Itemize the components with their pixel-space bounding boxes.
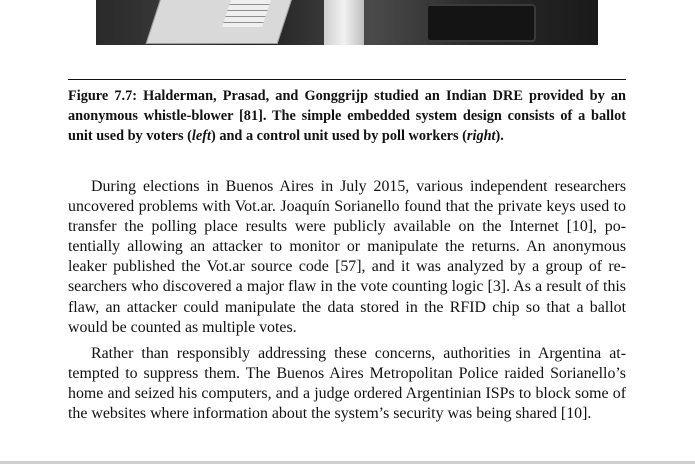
figure-photo bbox=[96, 0, 598, 45]
control-unit-image bbox=[426, 4, 536, 42]
body-text bbox=[68, 177, 626, 430]
caption-text-1: Halderman, Prasad, and Gonggrijp studied an Indian DRE provided by an anonymous whistle-blower [81]. The simple embedded system design consists of a ballot unit used by voters ( bbox=[68, 88, 626, 144]
person-shirt-image bbox=[324, 0, 364, 45]
caption-divider bbox=[68, 79, 626, 80]
ballot-unit-image bbox=[146, 0, 295, 44]
figure-caption bbox=[68, 86, 626, 146]
paragraph-argentina-response: Rather than responsibly addressing these concerns, authorities in Argentina attempted to suppress them. The Buenos Aires Metropolitan Police raided Sorianello’s home and seized his computers, and a judge ordered Argentinian ISPs to block some of the websites where information about the system’s security was being shared [10]. bbox=[68, 344, 626, 423]
caption-left: left bbox=[191, 128, 211, 144]
caption-right: right bbox=[466, 128, 496, 144]
paragraph-buenos-aires: During elections in Buenos Aires in July 2015, various independent researchers uncovered problems with Vot.ar. Joaquín Sorianello found that the private keys used to transfer the polling place results were publicly available on the Internet [10], potentially allowing an attacker to monitor or manipulate the returns. An anonymous leaker published the Vot.ar source code [57], and it was analyzed by a group of researchers who discovered a major flaw in the vote counting logic [3]. As a result of this flaw, an attacker could manipulate the data stored in the RFID chip so that a ballot would be counted as multiple votes. bbox=[68, 178, 626, 336]
caption-text-3: ). bbox=[495, 128, 504, 144]
caption-text-2: ) and a control unit used by poll workers ( bbox=[210, 128, 467, 144]
figure-label: Figure 7.7: bbox=[68, 88, 137, 104]
